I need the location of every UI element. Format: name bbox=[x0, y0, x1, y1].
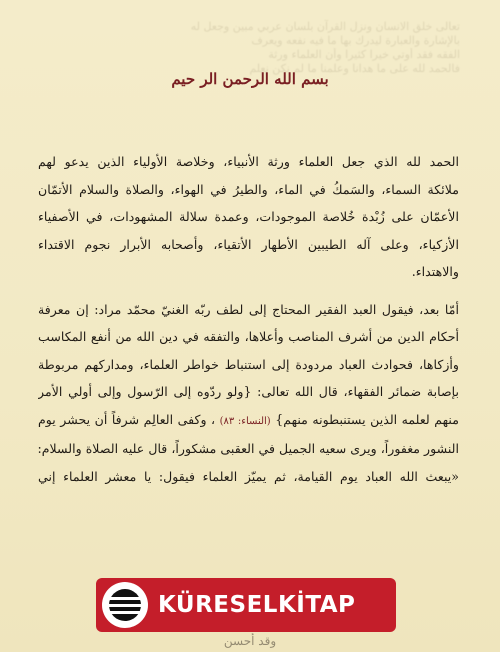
bleed-line: فالحمد لله على ما هدانا وعلمنا ما لم نكن نعلم bbox=[249, 62, 460, 75]
text-line: الحمد لله الذي جعل العلماء ورثة الأنبياء، وخلاصة الأولياء الذين يدعو لهم bbox=[38, 154, 459, 169]
text-line: بإصابة ضمائر الفقهاء، قال الله تعالى: {ولو ردّوه إلى الرّسول وإلى أولي الأمر bbox=[38, 384, 459, 399]
quran-reference: (النساء: ٨٣) bbox=[219, 415, 271, 427]
text-line: وأزكاها، فحوادث العباد مردودة إلى استنباط خواطر العلماء، ومداركهم مربوطة bbox=[38, 356, 459, 372]
paragraph-gap bbox=[38, 286, 459, 296]
text-line: النشور مغفوراً، ويرى سعيه الجميل في العقبى مشكوراً، قال عليه الصلاة والسلام: bbox=[38, 441, 459, 456]
bleed-through-text bbox=[60, 20, 460, 76]
text-line: «يبعث الله العباد يوم القيامة، ثم يميّز العلماء فيقول: يا معشر العلماء إني bbox=[38, 468, 459, 484]
bleed-line: تعالى خلق الانسان ونزل القرآن بلسان عربي مبين وجعل له bbox=[190, 20, 460, 33]
bleed-line: بالإشارة والعبارة ليدرك بها ما فيه نفعه ويعرف bbox=[251, 34, 460, 47]
globe-icon bbox=[102, 582, 148, 628]
text-line: والاهتداء. bbox=[411, 264, 459, 279]
watermark-text: KÜRESELKİTAP bbox=[158, 592, 356, 618]
kureselkitap-watermark bbox=[96, 578, 396, 632]
text-line: ملائكة السماء، والسَمكُ في الماء، والطيرُ في الهواء، والصلاة والسلام الأتمّان bbox=[38, 181, 459, 197]
text-line: أمّا بعد، فيقول العبد الفقير المحتاج إلى لطف ربّه الغنيّ محمّد مراد: إن معرفة bbox=[38, 301, 459, 317]
basmala-heading: بسم الله الرحمن الر حيم bbox=[171, 70, 329, 88]
text-line-with-reference bbox=[38, 406, 459, 436]
text-segment: ، وكفى العالِم شرفاً أن يحشر يوم bbox=[38, 411, 216, 427]
bottom-text-fragment: وقد أحسن bbox=[223, 634, 277, 648]
bleed-line: الفقه فقد أوتي خيرا كثيرا وأن العلماء ورثة bbox=[268, 48, 460, 61]
text-line: أحكام الدين من أشرف المناصب وأعلاها، والتفقه في دين الله من أنفع المكاسب bbox=[38, 329, 459, 344]
text-segment: منهم لعلمه الذين يستنبطونه منهم} bbox=[275, 411, 459, 427]
text-line: الأزكياء، وعلى آله الطيبين الأطهار الأتقياء، وأصحابه الأبرار نجوم الاقتداء bbox=[38, 236, 459, 252]
body-text bbox=[38, 148, 459, 490]
text-line: الأعمّان على زُبْدة خُلاصة الموجودات، وعمدة سلالة المشهودات، في الأصفياء bbox=[38, 209, 459, 224]
